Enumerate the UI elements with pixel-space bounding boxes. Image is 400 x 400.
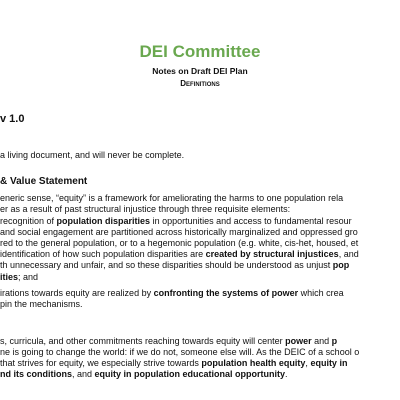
para1-line-9 xyxy=(0,288,344,299)
para1-line-2: er as a result of past structural injustice through three requisite elements: xyxy=(0,204,291,214)
para2-line-2: ne is going to change the world: if we do not, someone else will. As the DEIC of a school o xyxy=(0,347,360,357)
bold-text: p xyxy=(331,336,338,346)
para1-line-6 xyxy=(0,249,359,260)
bold-text: power xyxy=(285,336,312,346)
text: identification of how such population disparities are xyxy=(0,249,206,259)
text: in opportunities and access to fundamental resour xyxy=(150,216,352,226)
intro-line: a living document, and will never be complete. xyxy=(0,150,185,160)
text: th unnecessary and unfair, and so these disparities should be understood as unjust xyxy=(0,260,333,270)
text: , xyxy=(305,358,311,368)
text: that strives for equity, we especially strive towards xyxy=(0,358,202,368)
doc-section-label: Definitions xyxy=(180,79,220,88)
doc-title: DEI Committee xyxy=(139,42,261,61)
bold-text: population health equity xyxy=(201,358,306,368)
bold-text: confronting the systems of power xyxy=(153,288,299,298)
para1-line-3 xyxy=(0,216,352,227)
bold-text: equity in population educational opportunity xyxy=(94,369,286,379)
version-heading: v 1.0 xyxy=(0,113,25,125)
para1-line-5: red to the general population, or to a hegemonic population (e.g. white, cis-het, housed, et xyxy=(0,238,359,248)
para2-line-1 xyxy=(0,336,337,347)
para2-line-3 xyxy=(0,358,347,369)
text: , and xyxy=(338,249,359,259)
para2-line-4 xyxy=(0,369,288,380)
doc-subtitle: Notes on Draft DEI Plan xyxy=(152,66,248,76)
para1-line-4: and social engagement are partitioned across historically marginalized and oppressed gro xyxy=(0,227,358,237)
section-heading: & Value Statement xyxy=(0,176,88,187)
bold-text: ities xyxy=(0,272,19,282)
bold-text: pop xyxy=(332,260,350,270)
para1-line-7 xyxy=(0,260,349,271)
bold-text: population disparities xyxy=(56,216,151,226)
para1-line-10: pin the mechanisms. xyxy=(0,299,83,309)
text: ; and xyxy=(18,272,39,282)
text: which crea xyxy=(298,288,344,298)
text: irations towards equity are realized by xyxy=(0,288,154,298)
text: , and xyxy=(72,369,95,379)
bold-text: equity in xyxy=(310,358,348,368)
bold-text: created by structural injustices xyxy=(205,249,339,259)
para1-line-8 xyxy=(0,272,38,283)
text: and xyxy=(311,336,332,346)
text: recognition of xyxy=(0,216,57,226)
bold-text: nd its conditions xyxy=(0,369,72,379)
text: . xyxy=(285,369,288,379)
para1-line-1: eneric sense, “equity” is a framework for ameliorating the harms to one population rela xyxy=(0,193,344,203)
text: s, curricula, and other commitments reaching towards equity will center xyxy=(0,336,286,346)
